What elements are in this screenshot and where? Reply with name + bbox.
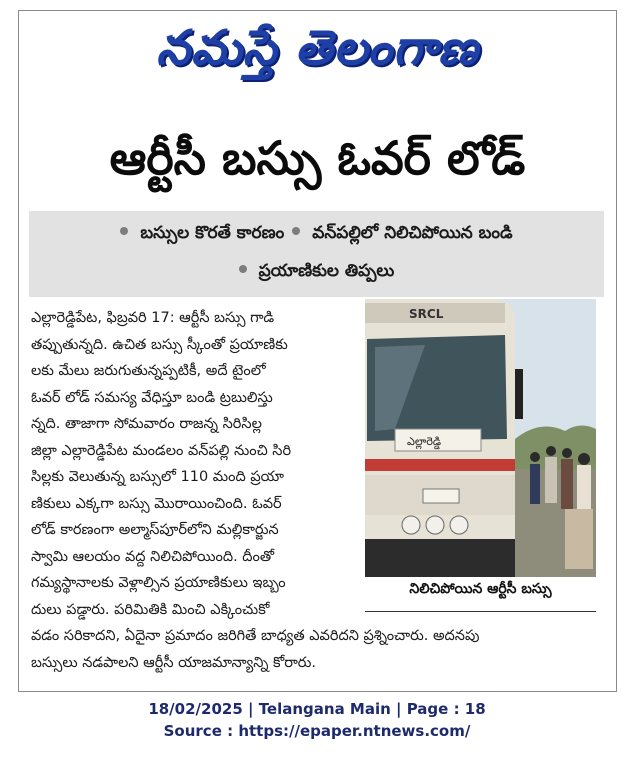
subhead-line-2 (29, 261, 604, 285)
article-body-column (31, 305, 376, 623)
bus-code-label: SRCL (409, 307, 444, 321)
body-line: ఎల్లారెడ్డిపేట, ఫిబ్రవరి 17: ఆర్టీసీ బస్సు గాడి (31, 310, 275, 326)
footer-source: Source : https://epaper.ntnews.com/ (163, 722, 471, 740)
bullet-icon (292, 227, 300, 235)
body-line: దులు పడ్డారు. పరిమితికి మించి ఎక్కించుకో (31, 601, 270, 618)
subhead-line-1 (29, 223, 604, 247)
body-line: స్వామి ఆలయం వద్ద నిలిచిపోయింది. దీంతో (31, 548, 275, 565)
subhead-3: ప్రయాణికుల తిప్పలు (258, 261, 395, 281)
article-body-wide (31, 623, 601, 676)
subhead-box (29, 211, 604, 297)
body-line: బస్సులు నడపాలని ఆర్టీసీ యాజమాన్యాన్ని కోరారు. (31, 654, 317, 671)
caption-divider (365, 611, 596, 612)
headline: ఆర్టీసీ బస్సు ఓవర్ లోడ్ (109, 131, 526, 185)
body-line: ణికులు ఎక్కగా బస్సు మొరాయించింది. ఓవర్ (31, 495, 282, 512)
bullet-icon (120, 227, 128, 235)
body-line: వడం సరికాదని, ఏదైనా ప్రమాదం జరిగితే బాధ్యత ఎవరిదని ప్రశ్నించారు. అదనపు (31, 628, 480, 644)
photo-caption: నిలిచిపోయిన ఆర్టీసీ బస్సు (409, 581, 552, 597)
footer-dateline: 18/02/2025 | Telangana Main | Page : 18 (148, 700, 486, 718)
body-line: లకు మేలు జరుగుతున్నప్పటికీ, అదే టైంలో (31, 363, 266, 379)
body-line: న్నది. తాజాగా సోమవారం రాజన్న సిరిసిల్ల (31, 416, 262, 432)
body-line: తప్పుతున్నది. ఉచిత బస్సు స్కీంతో ప్రయాణికు (31, 336, 288, 353)
body-line: గమ్యస్థానాలకు వెళ్లాల్సిన ప్రయాణికులు ఇబ్బం (31, 575, 286, 591)
route-board-label: ఎల్లారెడ్డి (407, 435, 442, 448)
body-line: లోడ్ కారణంగా అల్మాస్‌పూర్‌లోని మల్లికార్జున (31, 522, 279, 538)
bus-photo (365, 299, 596, 577)
body-line: జిల్లా ఎల్లారెడ్డిపేట మండలం వన్‌పల్లి నుంచి సిరి (31, 442, 292, 459)
body-line: ఓవర్ లోడ్ సమస్య వేధిస్తూ బండి ట్రబులిస్తు (31, 389, 273, 406)
subhead-2: వన్‌పల్లిలో నిలిచిపోయిన బండి (312, 223, 513, 243)
masthead-logo: నమస్తే తెలంగాణ (156, 20, 479, 76)
clipping-frame (18, 10, 617, 692)
subhead-1: బస్సుల కొరతే కారణం (140, 223, 285, 243)
bullet-icon (239, 265, 247, 273)
body-line: సిల్లకు వెలుతున్న బస్సులో 110 మంది ప్రయా (31, 469, 284, 485)
